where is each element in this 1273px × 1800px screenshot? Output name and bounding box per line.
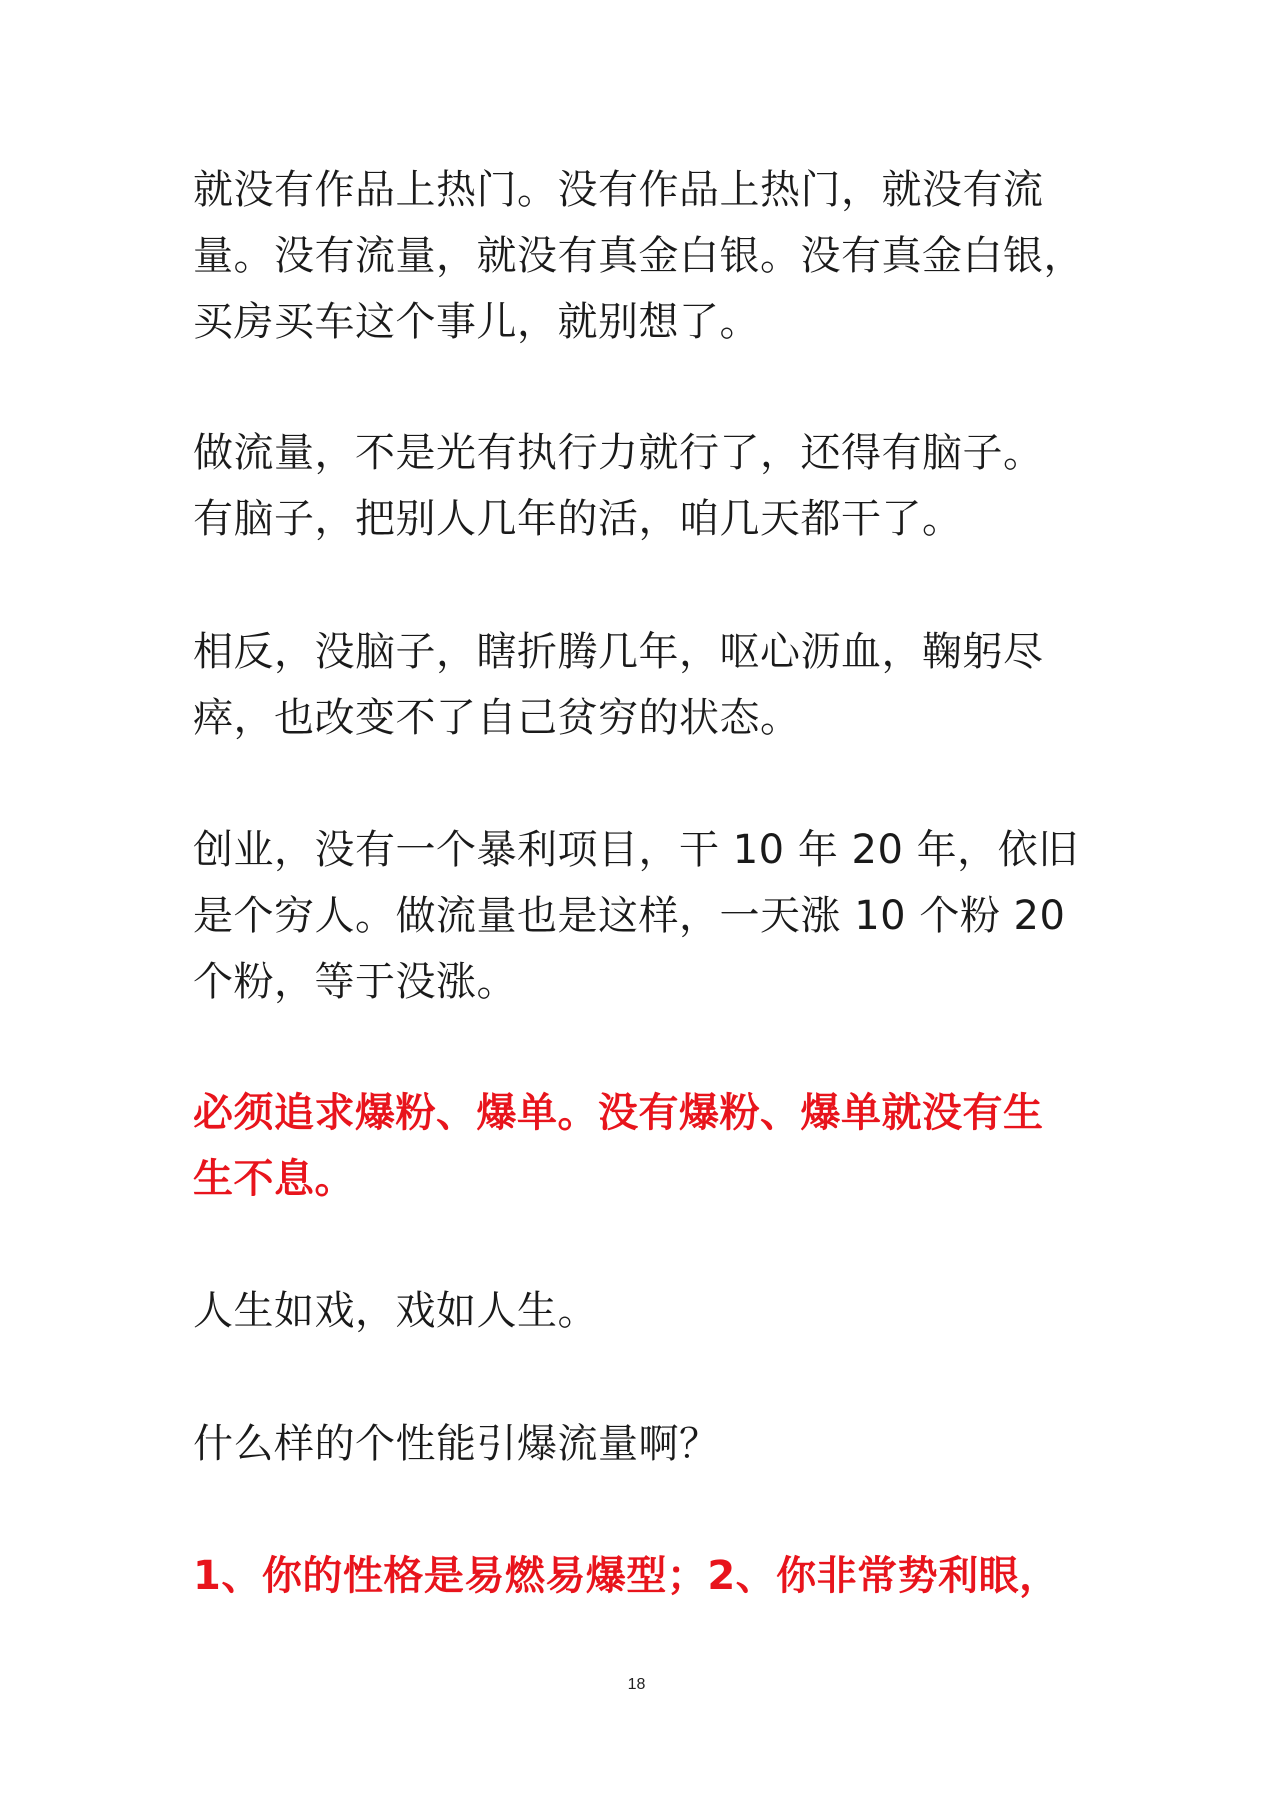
highlight-paragraph-2 <box>193 1543 1093 1609</box>
text-line: 什么样的个性能引爆流量啊？ <box>193 1421 720 1467</box>
text-line: 瘁，也改变不了自己贫穷的状态。 <box>193 695 801 741</box>
text-line: 相反，没脑子，瞎折腾几年，呕心沥血，鞠躬尽 <box>193 629 1044 675</box>
paragraph-1 <box>193 157 1093 355</box>
page-number: 18 <box>627 1676 646 1693</box>
text-line: 买房买车这个事儿，就别想了。 <box>193 299 760 345</box>
text-line: 是个穷人。做流量也是这样，一天涨 10 个粉 20 <box>193 893 1066 939</box>
text-line: 1、你的性格是易燃易爆型；2、你非常势利眼， <box>193 1553 1060 1599</box>
paragraph-2 <box>193 420 1093 552</box>
text-line: 创业，没有一个暴利项目，干 10 年 20 年，依旧 <box>193 827 1079 873</box>
paragraph-6 <box>193 1411 1093 1477</box>
paragraph-4 <box>193 817 1093 1015</box>
text-line: 个粉，等于没涨。 <box>193 959 517 1005</box>
highlight-paragraph-1 <box>193 1080 1093 1212</box>
text-line: 做流量，不是光有执行力就行了，还得有脑子。 <box>193 430 1044 476</box>
text-line: 量。没有流量，就没有真金白银。没有真金白银， <box>193 233 1084 279</box>
paragraph-5 <box>193 1278 1093 1344</box>
text-line: 生不息。 <box>193 1156 355 1202</box>
paragraph-3 <box>193 619 1093 751</box>
text-line: 人生如戏，戏如人生。 <box>193 1288 598 1334</box>
text-line: 就没有作品上热门。没有作品上热门，就没有流 <box>193 167 1044 213</box>
text-line: 有脑子，把别人几年的活，咱几天都干了。 <box>193 496 963 542</box>
text-line: 必须追求爆粉、爆单。没有爆粉、爆单就没有生 <box>193 1090 1044 1136</box>
